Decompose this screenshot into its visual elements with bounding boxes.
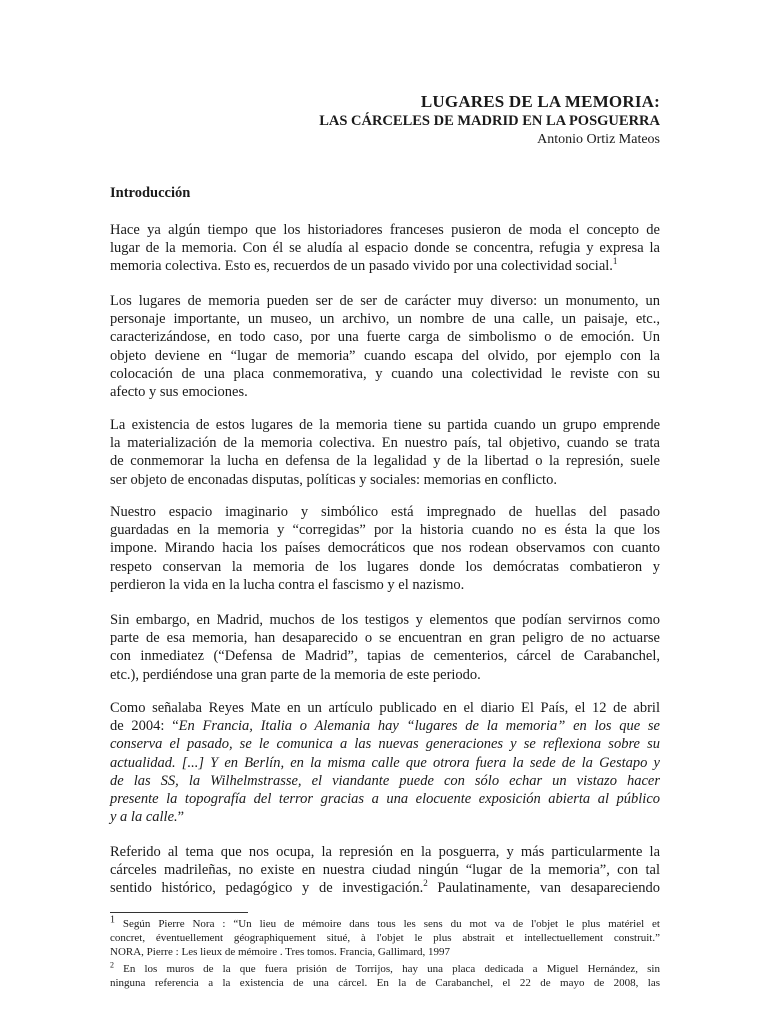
quote-line: conserva el pasado, se le comunica a las nuevas generaciones y se reflexiona sobre su [110,736,660,753]
paragraph-line: respeto conservan la memoria de los lugares donde los demócratas combatieron y [110,558,660,575]
paragraph-5 [110,611,660,684]
document-title: LUGARES DE LA MEMORIA: [420,92,660,111]
quote-line: actualidad. [...] Y en Berlín, en la misma calle que otrora fuera la sede de la Gestapo y [110,754,660,771]
paragraph-line: Sin embargo, en Madrid, muchos de los testigos y elementos que podían servirnos como [110,612,660,628]
paragraph-line: parte de esa memoria, han desaparecido o se encuentran en gran peligro de no actuarse [110,630,660,647]
footnote-2 [110,962,660,990]
paragraph-3 [110,416,660,489]
paragraph-line: La existencia de estos lugares de la memoria tiene su partida cuando un grupo emprende [110,417,660,433]
paragraph-line: personaje importante, un museo, un archivo, un nombre de una calle, un paisaje, etc., [110,311,660,328]
quote-line: y a la calle.” [110,809,185,826]
footnote-number: 1 [110,914,115,926]
paragraph-line: cárceles madrileñas, no existe en nuestra ciudad ningún “lugar de la memoria”, con tal [110,862,660,879]
paragraph-line: Hace ya algún tiempo que los historiadores franceses pusieron de moda el concepto de [110,222,660,238]
quote-line: de las SS, la Wilhelmstrasse, el viandante puede con sólo echar un vistazo hacer [110,772,660,789]
document-subtitle: LAS CÁRCELES DE MADRID EN LA POSGUERRA [319,113,660,129]
paragraph-line: impone. Mirando hacia los países democráticos que nos rodean observamos con cuanto [110,540,660,557]
paragraph-line: caracterizándose, en todo caso, por una fuerte carga de simbolismo o de emoción. Un [110,329,660,346]
paragraph-line: afecto y sus emociones. [110,384,248,401]
footnote-number: 2 [110,960,114,970]
quote-text: En Francia, Italia o Alemania hay “lugares de la memoria” en los que se [178,718,660,735]
paragraph-line: memoria colectiva. Esto es, recuerdos de un pasado vivido por una colectividad social.$^1$ [110,256,618,275]
paragraph-line: Referido al tema que nos ocupa, la represión en la posguerra, y más particularmente la [110,844,660,860]
footnote-separator [110,912,248,913]
paragraph-6 [110,699,660,826]
paragraph-line: perdieron la vida en la lucha contra el fascismo y el nazismo. [110,576,465,593]
document-author: Antonio Ortiz Mateos [537,132,660,147]
quote-line: presente la topografía del terror gracias a una elocuente exposición abierta al público [110,791,660,808]
paragraph-line: guardadas en la memoria y “corregidas” por la historia cuando no es ésta la que los [110,522,660,539]
footnote-line: $^1$ Según Pierre Nora : “Un lieu de mémoire dans tous les sens du mot va de l'objet le plus matériel et [110,914,660,930]
paragraph-line: colocación de una placa conmemorativa, y cuando una colectividad le reviste con su [110,365,660,382]
paragraph-2 [110,292,660,401]
paragraph-line: sentido histórico, pedagógico y de investigación.$^2$ Paulatinamente, van desapareciendo [110,878,661,897]
footnote-line: ninguna referencia a la existencia de una cárcel. En la de Carabanchel, el 22 de mayo de 2008, las [110,977,660,989]
paragraph-line: Nuestro espacio imaginario y simbólico está impregnado de huellas del pasado [110,504,660,520]
paragraph-line: la materialización de la memoria colectiva. En nuestro país, tal objetivo, cuando se trata [110,435,660,452]
paragraph-4 [110,503,660,594]
footnote-line: $^2$ En los muros de la que fuera prisión de Torrijos, hay una placa dedicada a Miguel Hernández, sin [110,960,660,975]
footnote-1 [110,914,660,959]
paragraph-line: Los lugares de memoria pueden ser de ser de carácter muy diverso: un monumento, un [110,293,660,309]
footnote-ref-2[interactable]: 2 [423,878,428,889]
section-heading: Introducción [110,185,191,201]
footnote-line: concret, éventuellement géographiquement situé, à l'objet le plus abstrait et intellectuellement construit.” [110,932,660,944]
footnote-line: NORA, Pierre : Les lieux de mémoire . Tres tomos. Francia, Gallimard, 1997 [110,946,451,958]
paragraph-line: Como señalaba Reyes Mate en un artículo publicado en el diario El País, el 12 de abril [110,700,660,716]
paragraph-line: ser objeto de enconadas disputas, políticas y sociales: memorias en conflicto. [110,471,557,488]
paragraph-line: de conmemorar la lucha en defensa de la legalidad y de la libertad o la represión, suele [110,453,660,470]
paragraph-line: objeto deviene en “lugar de memoria” cuando escapa del olvido, por ejemplo con la [110,347,660,364]
paragraph-line: etc.), perdiéndose una gran parte de la memoria de este periodo. [110,666,481,683]
paragraph-line: de 2004: “En Francia, Italia o Alemania hay “lugares de la memoria” en los que se [110,718,660,735]
footnote-ref-1[interactable]: 1 [612,256,618,267]
paragraph-line: con inmediatez (“Defensa de Madrid”, tapias de cementerios, cárcel de Carabanchel, [110,648,660,665]
paragraph-7 [110,843,660,898]
paragraph-1 [110,221,660,276]
paragraph-line: lugar de la memoria. Con él se aludía al espacio donde se concentra, refugia y expresa la [110,240,660,257]
